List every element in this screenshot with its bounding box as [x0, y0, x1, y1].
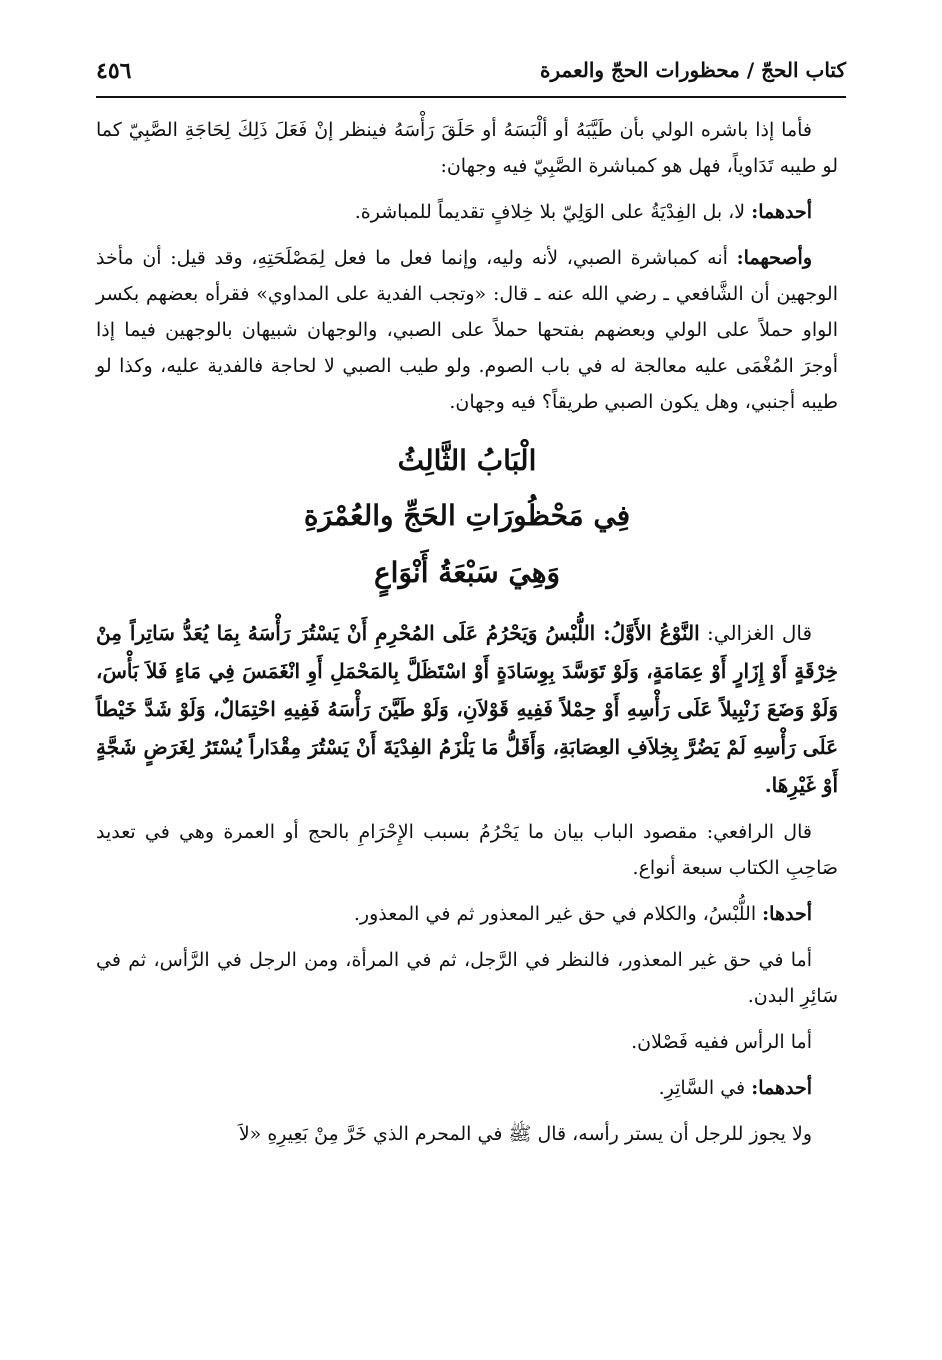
paragraph-first-section: [96, 1070, 838, 1106]
page-number: ٤٥٦: [96, 58, 132, 84]
paragraph-non-excused: أما في حق غير المعذور، فالنظر في الرَّجل، ثم في المرأة، ومن الرجل في الرَّأس، ثم في سَائِرِ البدن.: [96, 949, 838, 1007]
rafii-text: مقصود الباب بيان ما يَحْرُمُ بسبب الإِحْرَامِ بالحج أو العمرة وهي في تعديد صَاحِبِ الكتاب سبعة أنواع.: [96, 821, 838, 879]
running-title: كتاب الحجّ / محظورات الحجّ والعمرة: [540, 58, 846, 82]
header-divider: [96, 96, 846, 98]
ghazali-text: النَّوْعُ الأَوَّلُ: اللُّبْسُ وَيَحْرُمُ عَلَى المُحْرِمِ أَنْ يَسْتُرَ رَأْسَهُ بِمَا يُعَدُّ سَاتِراً مِنْ خِرْقَةٍ أَوْ إِزَارٍ أَوْ عِمَامَةٍ، وَلَوْ تَوَسَّدَ بِوِسَادَةٍ أَوْ اسْتَظَلَّ بِالمَحْمَلِ أَوِ انْغَمَسَ فِي مَاءٍ فَلاَ بَأْسَ، وَلَوْ وَضَعَ زَنْبِيلاً عَلَى رَأْسِهِ أَوْ حِمْلاً فَفِيهِ قَوْلاَنِ، وَلَوْ طَيَّنَ رَأْسَهُ فَفِيهِ احْتِمَالٌ، وَلَوْ شَدَّ خَيْطاً عَلَى رَأْسِهِ لَمْ يَضُرَّ بِخِلاَفِ العِصَابَةِ، وَأَقَلُّ مَا يَلْزَمُ الفِدْيَةَ أَنْ يَسْتُرَ مِقْدَاراً يُسْتَرُ لِغَرَضٍ شَجَّةٍ أَوْ غَيْرِهَا.: [96, 621, 838, 797]
first-view-text: لا، بل الفِدْيَةُ على الوَلِيّ بلا خِلافٍ تقديماً للمباشرة.: [354, 201, 746, 223]
label-first-type: أحدها:: [762, 903, 812, 925]
label-correct-view: وأصحهما:: [736, 247, 813, 269]
first-type-text: اللُّبْسُ، والكلام في حق غير المعذور ثم في المعذور.: [353, 903, 757, 925]
label-ghazali: قال الغزالي:: [707, 621, 812, 645]
paragraph-first-view: [96, 194, 838, 230]
paragraph-guardian-perfume: فأما إذا باشره الولي بأن طَيَّبَهُ أو ألْبَسَهُ أو حَلَقَ رَأْسَهُ فينظر إنْ فَعَلَ ذَلِكَ لِحَاجَةِ الصَّبِيّ كما لو طيبه تَدَاوياً، فهل هو كمباشرة الصَّبِيّ فيه وجهان:: [96, 119, 838, 177]
label-first-view: أحدهما:: [751, 201, 812, 223]
paragraph-hadith: ولا يجوز للرجل أن يستر رأسه، قال ﷺ في المحرم الذي خَرَّ مِنْ بَعِيرِهِ «لاَ: [238, 1123, 812, 1145]
label-rafii: قال الرافعي:: [706, 821, 812, 843]
page-header: [96, 56, 846, 96]
page-body: [96, 112, 838, 1162]
paragraph-head-sections: أما الرأس ففيه فَصْلان.: [631, 1031, 812, 1053]
chapter-heading: الْبَابُ الثَّالِثُ: [397, 444, 537, 477]
rafii-passage: [96, 814, 838, 886]
correct-view-text: أنه كمباشرة الصبي، لأنه وليه، وإنما فعل ما فعل لِمَصْلَحَتِهِ، وقد قيل: أن مأخذ الوجهين أن الشَّافعي ـ رضي الله عنه ـ قال: «وتجب الفدية على المداوي» فقرأه بعضهم بكسر الواو حملاً على الولي وبعضهم بفتحها حملاً على الصبي، والوجهان شبيهان بالوجهين فيما إذا أوجرَ المُغْمَى عليه معالجة له في باب الصوم. ولو طيب الصبي لا لحاجة فالفدية عليه، وكذا لو طيبه أجنبي، وهل يكون الصبي طريقاً؟ فيه وجهان.: [96, 247, 838, 413]
chapter-title: فِي مَحْظُورَاتِ الحَجِّ والعُمْرَةِ: [303, 499, 631, 532]
chapter-subtitle: وَهِيَ سَبْعَةُ أَنْوَاعٍ: [373, 556, 561, 589]
ghazali-passage: [96, 614, 838, 804]
paragraph-first-type: [96, 896, 838, 932]
paragraph-correct-view: [96, 240, 838, 420]
label-first-section: أحدهما:: [751, 1077, 812, 1099]
first-section-text: في السَّاتِرِ.: [658, 1077, 746, 1099]
